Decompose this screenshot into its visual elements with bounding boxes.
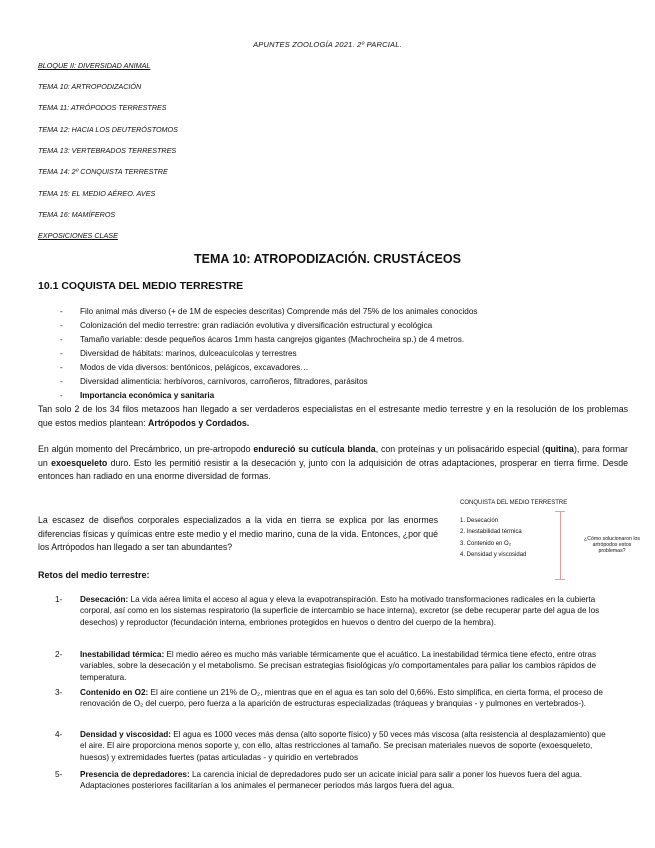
reto-item: 1- Desecación: La vida aérea limita el acceso al agua y eleva la evapotranspiración. Esto ha motivado transformaciones radicales en la cubierta corporal, así como en los sistemas respiratorio (la superficie de intercambio se hace interna), excretor (se debe recuperar parte del agua de los desechos) y reproductor (fecundación interna, embriones protegidos en huevos o dentro del cuerpo de la hembra). bbox=[55, 595, 600, 627]
figure-bracket-bottom bbox=[555, 579, 565, 580]
bullet-item: - Diversidad de hábitats: marinos, dulceacuícolas y terrestres bbox=[60, 349, 297, 358]
figure-item: 2. Inestabilidad térmica bbox=[460, 529, 522, 535]
conquista-figure bbox=[460, 500, 645, 580]
reto-item: 5- Presencia de depredadores: La carencia inicial de depredadores pudo ser un acicate inicial para salir a poner los huevos fuera del agua. Adaptaciones posteriores facilitarían a los animales el permanecer periodos más largos fuera del agua. bbox=[55, 770, 583, 791]
bullet-item: - Modos de vida diversos: bentónicos, pelágicos, excavadores… bbox=[60, 363, 309, 372]
section-heading: 10.1 COQUISTA DEL MEDIO TERRESTRE bbox=[38, 280, 244, 292]
toc-block-title: BLOQUE II: DIVERSIDAD ANIMAL bbox=[38, 61, 151, 70]
bullet-item: - Colonización del medio terrestre: gran radiación evolutiva y diversificación estructural y ecológica bbox=[60, 321, 433, 330]
figure-bracket-top bbox=[555, 511, 565, 512]
toc-item-tema15: TEMA 15: EL MEDIO AÉREO. AVES bbox=[38, 189, 156, 198]
paragraph-intro: Tan solo 2 de los 34 filos metazoos han llegado a ser verdaderos especialistas en el estresante medio terrestre y en la resolución de los problemas que estos medios plantean: Artrópodos y Cordados. bbox=[38, 404, 628, 428]
paragraph-escasez: La escasez de diseños corporales especializados a la vida en tierra se explica por las enormes diferencias físicas y químicas entre este medio y el medio marino, cuna de la vida. Entonces, ¿por qué los Artrópodos han llegado a ser tan abundantes? bbox=[38, 515, 438, 552]
reto-item: 4- Densidad y viscosidad: El agua es 1000 veces más densa (alto soporte físico) y 50 veces más viscosa (alta resistencia al desplazamiento) que el aire. El aire proporciona menos soporte y, con ello, altas restricciones al tamaño. Se precisan materiales nuevos de soporte (exoesqueleto, huesos) y extremidades fuertes (patas articuladas - y quiridio en vertebrados bbox=[55, 730, 606, 762]
figure-bracket bbox=[560, 511, 561, 579]
toc-item-tema10: TEMA 10: ARTROPODIZACIÓN bbox=[38, 82, 142, 91]
toc-item-tema11: TEMA 11: ATRÓPODOS TERRESTRES bbox=[38, 103, 167, 112]
retos-heading: Retos del medio terrestre: bbox=[38, 570, 150, 580]
bullet-item: - Tamaño variable: desde pequeños ácaros 1mm hasta cangrejos gigantes (Machrocheira sp.) de 4 metros. bbox=[60, 335, 465, 344]
toc-item-exposiciones: EXPOSICIONES CLASE bbox=[38, 231, 118, 240]
page-title: TEMA 10: ATROPODIZACIÓN. CRUSTÁCEOS bbox=[194, 252, 461, 266]
toc-item-tema12: TEMA 12: HACIA LOS DEUTERÓSTOMOS bbox=[38, 125, 178, 134]
toc-item-tema13: TEMA 13: VERTEBRADOS TERRESTRES bbox=[38, 146, 177, 155]
figure-title: CONQUISTA DEL MEDIO TERRESTRE bbox=[460, 500, 568, 506]
reto-item: 2- Inestabilidad térmica: El medio aéreo es mucho más variable térmicamente que el acuático. La inestabilidad térmica tiene efecto, entre otras variables, sobre la desecación y el metabolismo. Se precisan estrategias fisiológicas y/o comportamentales para paliar los cambios rápidos de temperatura. bbox=[55, 650, 597, 682]
page-header: APUNTES ZOOLOGÍA 2021. 2º PARCIAL. bbox=[253, 40, 402, 49]
figure-item: 1. Desecación bbox=[460, 518, 499, 524]
figure-item: 3. Contenido en O₂ bbox=[460, 541, 512, 547]
figure-question: ¿Cómo solucionaron los artrópodos estos problemas? bbox=[584, 536, 640, 554]
paragraph-precambrico: En algún momento del Precámbrico, un pre-artropodo endureció su cutícula blanda, con proteínas y un polisacárido especial (quitina), para formar un exoesqueleto duro. Esto les permitió resistir a la desecación y, junto con la adquisición de otras adaptaciones, prosperar en tierra firme. Desde entonces han radiado en una enorme diversidad de formas. bbox=[38, 444, 628, 481]
bullet-item: - Diversidad alimenticia: herbívoros, carnívoros, carroñeros, filtradores, parásitos bbox=[60, 377, 368, 386]
toc-item-tema14: TEMA 14: 2º CONQUISTA TERRESTRE bbox=[38, 167, 168, 176]
toc-item-tema16: TEMA 16: MAMÍFEROS bbox=[38, 210, 116, 219]
reto-item: 3- Contenido en O2: El aire contiene un 21% de O₂, mientras que en el agua es tan solo del 0,66%. Esto simplifica, en cierta forma, el proceso de renovación de O₂ del cuerpo, pero fuerza a la aparición de estructuras especializadas (tráqueas y branquias - y pulmones en vertebrados-). bbox=[55, 688, 603, 709]
figure-item: 4. Densidad y viscosidad bbox=[460, 552, 527, 558]
bullet-item: - Filo animal más diverso (+ de 1M de especies descritas) Comprende más del 75% de los animales conocidos bbox=[60, 307, 478, 316]
bullet-item: - Importancia económica y sanitaria bbox=[60, 391, 215, 400]
